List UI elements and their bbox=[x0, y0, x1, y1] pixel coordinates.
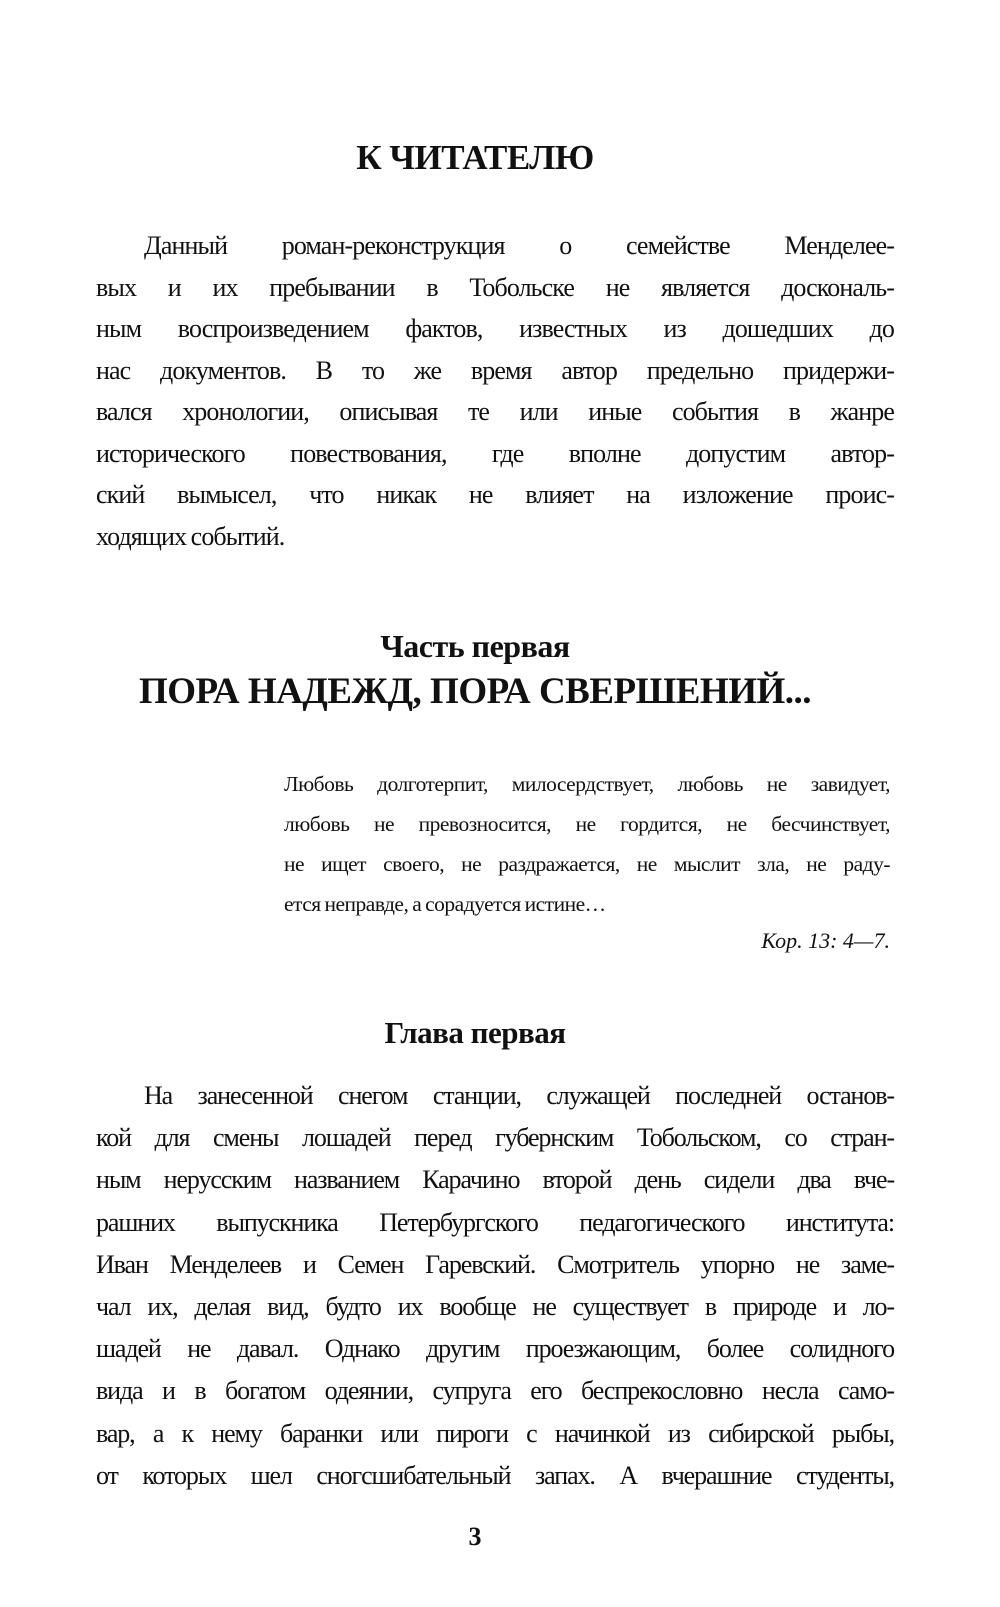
chapter-text bbox=[96, 1075, 894, 1497]
epigraph-line: любовь не превозносится, не гордится, не бесчинствует, bbox=[284, 812, 890, 836]
page-number: 3 bbox=[468, 1522, 482, 1551]
text-line: ным воспроизведением фактов, известных из дошедших до bbox=[96, 314, 894, 343]
text-line: ский вымысел, что никак не влияет на изложение проис- bbox=[96, 480, 894, 509]
part-title: ПОРА НАДЕЖД, ПОРА СВЕРШЕНИЙ... bbox=[138, 671, 812, 712]
part-label: Часть первая bbox=[380, 628, 570, 664]
epigraph-line: ется неправде, а сорадуется истине… bbox=[284, 892, 606, 916]
epigraph-reference: Кор. 13: 4—7. bbox=[761, 928, 890, 953]
epigraph-line: Любовь долготерпит, милосердствует, любовь не завидует, bbox=[284, 772, 890, 796]
text-line: шадей не давал. Однако другим проезжающим, более солидного bbox=[96, 1334, 894, 1364]
text-line: вался хронологии, описывая те или иные события в жанре bbox=[96, 397, 894, 426]
text-line: чал их, делая вид, будто их вообще не существует в природе и ло- bbox=[96, 1291, 894, 1321]
text-line: вида и в богатом одеянии, супруга его беспрекословно несла само- bbox=[96, 1376, 894, 1406]
foreword-paragraph bbox=[96, 225, 894, 557]
chapter-title: Глава первая bbox=[384, 1015, 566, 1050]
epigraph-line: не ищет своего, не раздражается, не мыслит зла, не раду- bbox=[284, 852, 890, 876]
text-line: исторического повествования, где вполне допустим автор- bbox=[96, 438, 894, 468]
epigraph bbox=[284, 764, 890, 924]
foreword-title: К ЧИТАТЕЛЮ bbox=[356, 138, 594, 177]
text-line: нас документов. В то же время автор предельно придержи- bbox=[96, 355, 894, 385]
text-line: ходящих событий. bbox=[96, 521, 285, 551]
text-line: кой для смены лошадей перед губернским Тобольском, со стран- bbox=[96, 1123, 894, 1153]
text-line: вар, а к нему баранки или пироги с начинкой из сибирской рыбы, bbox=[96, 1418, 894, 1448]
text-line: рашних выпускника Петербургского педагогического института: bbox=[96, 1207, 894, 1237]
text-line: от которых шел сногсшибательный запах. А вчерашние студенты, bbox=[96, 1460, 894, 1490]
text-line: На занесенной снегом станции, служащей последней останов- bbox=[144, 1081, 894, 1110]
text-line: ным нерусским названием Карачино второй день сидели два вче- bbox=[96, 1165, 894, 1195]
text-line: вых и их пребывании в Тобольске не является доскональ- bbox=[96, 272, 894, 302]
text-line: Данный роман-реконструкция о семействе Менделее- bbox=[144, 231, 894, 260]
text-line: Иван Менделеев и Семен Гаревский. Смотритель упорно не заме- bbox=[96, 1249, 894, 1279]
